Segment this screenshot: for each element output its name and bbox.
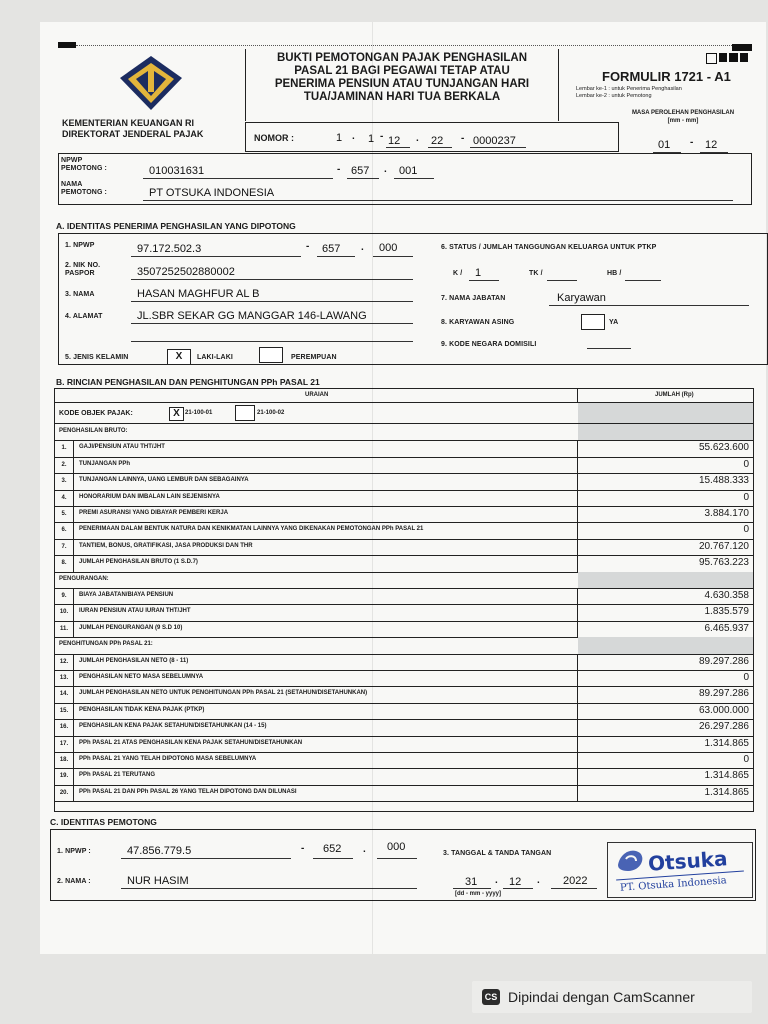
c-tgl-yyyy: 2022 — [563, 875, 588, 887]
nomor-part-2: 1 — [368, 133, 375, 145]
c-npwp-dash: - — [301, 843, 305, 854]
row-description: HONORARIUM DAN IMBALAN LAIN SEJENISNYA — [79, 493, 220, 500]
nomor-label: NOMOR : — [254, 133, 294, 143]
row-amount: 0 — [743, 458, 749, 470]
barcode-marks — [706, 53, 748, 62]
row-amount: 0 — [743, 491, 749, 503]
k-value: 1 — [475, 267, 482, 279]
npwp-dot: . — [384, 164, 387, 175]
row-amount: 26.297.286 — [698, 721, 749, 733]
masa-to: 12 — [705, 139, 718, 151]
lembar-2: Lembar ke-2 : untuk Pemotong — [576, 93, 652, 99]
nomor-part-4: 22 — [431, 135, 444, 147]
dash: - — [690, 137, 694, 148]
group-title-row — [55, 572, 753, 589]
row-amount: 89.297.286 — [698, 655, 749, 667]
group-title: PENGHASILAN BRUTO: — [59, 428, 128, 434]
a-status-label: 6. STATUS / JUMLAH TANGGUNGAN KELUARGA UNTUK PTKP — [441, 244, 657, 251]
a-npwp-2: 657 — [322, 243, 341, 255]
a-alamat: JL.SBR SEKAR GG MANGGAR 146-LAWANG — [137, 310, 367, 322]
kode-checkbox-2[interactable] — [235, 405, 255, 421]
laki-laki-label: LAKI-LAKI — [197, 354, 233, 361]
a-jabatan-label: 7. NAMA JABATAN — [441, 295, 506, 302]
row-description: BIAYA JABATAN/BIAYA PENSIUN — [79, 592, 174, 598]
title-line: BUKTI PEMOTONGAN PAJAK PENGHASILAN — [276, 52, 528, 64]
nomor-box — [245, 122, 619, 152]
c-nama: NUR HASIM — [127, 875, 189, 887]
row-description: JUMLAH PENGURANGAN (9 S.D 10) — [79, 624, 183, 631]
underline — [469, 280, 499, 281]
table-row — [55, 670, 753, 687]
table-row — [55, 440, 753, 457]
col-divider — [577, 440, 578, 456]
row-number: 2. — [55, 457, 74, 473]
row-description: PPh PASAL 21 TERUTANG — [79, 772, 156, 779]
underline — [503, 888, 533, 889]
table-row — [55, 686, 753, 703]
header-logo-area — [58, 50, 244, 146]
title-line: PENERIMA PENSIUN ATAU TUNJANGAN HARI — [274, 78, 530, 90]
pemotong-box — [58, 153, 752, 205]
col-divider — [577, 621, 578, 637]
col-divider — [577, 473, 578, 489]
row-amount: 0 — [743, 754, 749, 765]
underline — [131, 301, 413, 302]
row-description: TANTIEM, BONUS, GRATIFIKASI, JASA PRODUKSI DAN THR — [79, 542, 253, 549]
a-nik: 3507252502880002 — [137, 266, 235, 278]
col-divider — [577, 654, 578, 670]
b-header-row — [55, 389, 753, 403]
col-divider — [577, 768, 578, 784]
col-uraian: URAIAN — [305, 392, 329, 398]
row-description: PPh PASAL 21 ATAS PENGHASILAN KENA PAJAK SETAHUN/DISETAHUNKAN — [79, 739, 303, 746]
col-divider — [577, 522, 578, 538]
row-description: PENGHASILAN NETO MASA SEBELUMNYA — [79, 674, 204, 680]
nomor-part-1: 1 — [336, 132, 343, 144]
row-amount: 89.297.286 — [698, 688, 749, 700]
a-nik-label: 2. NIK NO. PASPOR — [65, 262, 101, 277]
a-npwp-1: 97.172.502.3 — [137, 243, 202, 255]
a-jabatan: Karyawan — [557, 292, 606, 304]
table-row — [55, 768, 753, 785]
tk-label: TK / — [529, 270, 543, 277]
a-npwp-label: 1. NPWP — [65, 242, 95, 249]
underline — [121, 858, 291, 859]
section-c-box — [50, 829, 756, 901]
table-row — [55, 752, 753, 769]
table-row — [55, 588, 753, 605]
col-divider — [577, 604, 578, 620]
c-nama-label: 2. NAMA : — [57, 878, 91, 885]
row-amount: 4.630.358 — [704, 590, 749, 601]
row-number: 8. — [55, 555, 74, 571]
c-npwp-3: 000 — [387, 841, 406, 853]
table-row — [55, 654, 753, 671]
a-npwp-dash: - — [306, 241, 310, 252]
row-amount: 0 — [743, 672, 749, 683]
section-c-title: C. IDENTITAS PEMOTONG — [50, 817, 157, 827]
col-divider — [577, 457, 578, 473]
section-b-table — [54, 388, 754, 812]
col-divider — [577, 785, 578, 801]
col-divider — [577, 703, 578, 719]
nomor-dash: - — [461, 133, 465, 144]
row-description: JUMLAH PENGHASILAN BRUTO (1 S.D.7) — [79, 559, 198, 566]
group-title-row — [55, 424, 753, 441]
a-jk-label: 5. JENIS KELAMIN — [65, 354, 129, 361]
col-divider — [577, 506, 578, 522]
row-amount: 1.835.579 — [704, 606, 749, 618]
fold-line — [372, 22, 373, 954]
a-nama: HASAN MAGHFUR AL B — [137, 288, 260, 300]
kode-2: 21-100-02 — [257, 410, 285, 416]
form-name: FORMULIR 1721 - A1 — [602, 69, 731, 84]
title-line: TUA/JAMINAN HARI TUA BERKALA — [303, 91, 501, 103]
c-npwp-1: 47.856.779.5 — [127, 845, 192, 857]
row-description: PPh PASAL 21 DAN PPh PASAL 26 YANG TELAH DIPOTONG DAN DILUNASI — [79, 788, 297, 795]
group-title-row — [55, 637, 753, 654]
c-tgl-mm: 12 — [509, 876, 522, 888]
masa-perolehan-label: MASA PEROLEHAN PENGHASILAN [mm - mm] — [631, 110, 735, 124]
c-tgl-format: [dd - mm - yyyy] — [455, 891, 502, 897]
col-divider — [577, 490, 578, 506]
tax-form-page — [40, 22, 766, 954]
row-number: 4. — [55, 490, 74, 506]
row-number: 10. — [55, 604, 74, 620]
underline — [470, 147, 526, 148]
underline — [453, 888, 491, 889]
table-row — [55, 539, 753, 556]
table-row — [55, 785, 753, 802]
b-rows — [55, 424, 753, 810]
karyawan-asing-checkbox[interactable] — [581, 314, 605, 330]
underline — [587, 348, 631, 349]
row-description: JUMLAH PENGHASILAN NETO (8 - 11) — [79, 657, 189, 664]
gray-cell — [578, 403, 753, 423]
kemenkeu-emblem-icon — [118, 54, 184, 112]
row-amount: 95.763.223 — [698, 557, 749, 569]
row-amount: 1.314.865 — [704, 770, 749, 782]
a-npwp-3: 000 — [379, 242, 398, 254]
underline — [313, 858, 353, 859]
col-divider — [577, 539, 578, 555]
row-description: IURAN PENSIUN ATAU IURAN THT/JHT — [79, 608, 191, 615]
b-kode-row — [55, 403, 753, 424]
row-number: 1. — [55, 440, 74, 456]
row-number: 20. — [55, 785, 74, 801]
kode-1: 21-100-01 — [185, 410, 213, 416]
gray-cell — [578, 572, 753, 588]
col-divider — [577, 555, 578, 571]
underline — [625, 280, 661, 281]
table-row — [55, 522, 753, 539]
group-title: PENGURANGAN: — [59, 575, 109, 582]
corner-mark — [58, 42, 76, 48]
a-npwp-dot: . — [361, 242, 364, 253]
row-amount: 0 — [743, 524, 749, 536]
c-tgl-dot: . — [537, 875, 540, 886]
row-number: 18. — [55, 752, 74, 768]
col-divider — [577, 736, 578, 752]
underline — [551, 888, 597, 889]
npwp-pemotong-label: NPWP PEMOTONG : — [61, 157, 107, 172]
c-ttd-label: 3. TANGGAL & TANDA TANGAN — [443, 850, 552, 857]
ministry-name: KEMENTERIAN KEUANGAN RI — [62, 118, 195, 128]
camscanner-logo-icon: CS — [482, 989, 500, 1005]
nomor-dot: . — [352, 131, 355, 142]
row-number: 15. — [55, 703, 74, 719]
col-divider — [577, 389, 578, 402]
row-amount: 6.465.937 — [704, 622, 749, 634]
directorate-name: DIREKTORAT JENDERAL PAJAK — [62, 129, 204, 139]
title-line: PASAL 21 BAGI PEGAWAI TETAP ATAU — [294, 65, 510, 77]
group-title: PENGHITUNGAN PPh PASAL 21: — [59, 641, 153, 648]
col-divider — [577, 670, 578, 686]
row-number: 13. — [55, 670, 74, 686]
masa-from: 01 — [658, 139, 671, 151]
stamp-sub: PT. Otsuka Indonesia — [619, 875, 728, 894]
c-npwp-2: 652 — [323, 843, 342, 855]
npwp-pemotong-3: 001 — [399, 165, 418, 177]
row-amount: 15.488.333 — [698, 475, 749, 487]
c-tgl-dd: 31 — [465, 876, 478, 888]
stamp-brand: Otsuka — [647, 846, 729, 876]
underline — [347, 178, 379, 179]
col-divider — [577, 686, 578, 702]
kode-checkbox-1[interactable]: X — [169, 407, 184, 421]
row-number: 14. — [55, 686, 74, 702]
camscanner-text: Dipindai dengan CamScanner — [508, 989, 695, 1005]
row-number: 9. — [55, 588, 74, 604]
underline — [131, 341, 413, 342]
ya-label: YA — [609, 319, 619, 326]
table-row — [55, 736, 753, 753]
row-amount: 55.623.600 — [698, 442, 749, 454]
lembar-1: Lembar ke-1 : untuk Penerima Penghasilan — [576, 86, 682, 92]
nama-pemotong-label: NAMA PEMOTONG : — [61, 181, 107, 196]
table-row — [55, 555, 753, 572]
a-asing-label: 8. KARYAWAN ASING — [441, 319, 515, 326]
underline — [549, 305, 749, 306]
row-number: 19. — [55, 768, 74, 784]
npwp-dash: - — [337, 164, 341, 175]
table-row — [55, 719, 753, 736]
underline — [394, 178, 434, 179]
c-npwp-label: 1. NPWP : — [57, 848, 91, 855]
underline — [317, 256, 355, 257]
top-dotted-line — [76, 45, 736, 46]
table-row — [55, 506, 753, 523]
row-description: PENGHASILAN KENA PAJAK SETAHUN/DISETAHUNKAN (14 - 15) — [79, 723, 267, 730]
col-divider — [577, 719, 578, 735]
hb-label: HB / — [607, 270, 622, 277]
k-label: K / — [453, 270, 463, 277]
a-nama-label: 3. NAMA — [65, 291, 95, 298]
row-amount: 1.314.865 — [704, 737, 749, 749]
gray-cell — [578, 424, 753, 440]
a-negara-label: 9. KODE NEGARA DOMISILI — [441, 341, 537, 348]
row-description: TUNJANGAN PPh — [79, 460, 131, 467]
row-description: PENERIMAAN DALAM BENTUK NATURA DAN KENIKMATAN LAINNYA YANG DIKENAKAN PEMOTONGAN PPh PASAL 21 — [79, 526, 424, 533]
col-divider — [577, 752, 578, 768]
npwp-pemotong-1: 010031631 — [149, 165, 205, 177]
row-number: 7. — [55, 539, 74, 555]
col-jumlah: JUMLAH (Rp) — [655, 392, 694, 398]
table-row — [55, 703, 753, 720]
form-title — [246, 52, 558, 104]
row-amount: 63.000.000 — [698, 704, 749, 716]
section-b-title: B. RINCIAN PENGHASILAN DAN PENGHITUNGAN PPh PASAL 21 — [56, 377, 320, 387]
table-row — [55, 457, 753, 474]
a-alamat-label: 4. ALAMAT — [65, 313, 103, 320]
row-amount: 3.884.170 — [704, 508, 749, 519]
row-number: 6. — [55, 522, 74, 538]
row-description: TUNJANGAN LAINNYA, UANG LEMBUR DAN SEBAGAINYA — [79, 477, 249, 484]
nama-pemotong: PT OTSUKA INDONESIA — [149, 187, 275, 199]
nomor-dash: - — [380, 131, 384, 142]
form-title-box — [245, 49, 559, 121]
table-row — [55, 604, 753, 621]
row-number: 16. — [55, 719, 74, 735]
row-number: 3. — [55, 473, 74, 489]
nomor-part-3: 12 — [388, 135, 401, 147]
underline — [377, 858, 417, 859]
row-amount: 20.767.120 — [698, 540, 749, 552]
underline — [547, 280, 577, 281]
row-number: 5. — [55, 506, 74, 522]
underline — [143, 200, 733, 201]
section-a-title: A. IDENTITAS PENERIMA PENGHASILAN YANG DIPOTONG — [56, 221, 296, 231]
row-amount: 1.314.865 — [704, 786, 749, 798]
laki-laki-checkbox[interactable]: X — [167, 349, 191, 365]
row-description: JUMLAH PENGHASILAN NETO UNTUK PENGHITUNGAN PPh PASAL 21 (SETAHUN/DISETAHUNKAN) — [79, 690, 368, 697]
npwp-pemotong-2: 657 — [351, 165, 370, 177]
signature-box — [607, 842, 753, 898]
underline — [131, 256, 301, 257]
underline — [386, 147, 410, 148]
kode-label: KODE OBJEK PAJAK: — [59, 410, 133, 417]
underline — [131, 279, 413, 280]
row-number: 17. — [55, 736, 74, 752]
underline — [428, 147, 452, 148]
row-description: GAJI/PENSIUN ATAU THT/JHT — [79, 444, 165, 451]
otsuka-stamp-icon — [614, 845, 648, 875]
col-divider — [577, 588, 578, 604]
c-npwp-dot: . — [363, 844, 366, 855]
row-number: 12. — [55, 654, 74, 670]
underline — [373, 256, 413, 257]
camscanner-watermark — [472, 981, 752, 1013]
row-description: PPh PASAL 21 YANG TELAH DIPOTONG MASA SEBELUMNYA — [79, 756, 257, 762]
underline — [131, 323, 413, 324]
nomor-part-5: 0000237 — [473, 135, 516, 147]
table-row — [55, 621, 753, 638]
section-a-box — [58, 233, 768, 365]
row-description: PENGHASILAN TIDAK KENA PAJAK (PTKP) — [79, 706, 205, 713]
row-number: 11. — [55, 621, 74, 637]
table-row — [55, 473, 753, 490]
row-description: PREMI ASURANSI YANG DIBAYAR PEMBERI KERJA — [79, 510, 229, 516]
perempuan-checkbox[interactable] — [259, 347, 283, 363]
gray-cell — [578, 637, 753, 653]
perempuan-label: PEREMPUAN — [291, 354, 337, 361]
table-row — [55, 490, 753, 507]
nomor-dot: . — [416, 133, 419, 144]
underline — [143, 178, 333, 179]
c-tgl-dot: . — [495, 875, 498, 886]
